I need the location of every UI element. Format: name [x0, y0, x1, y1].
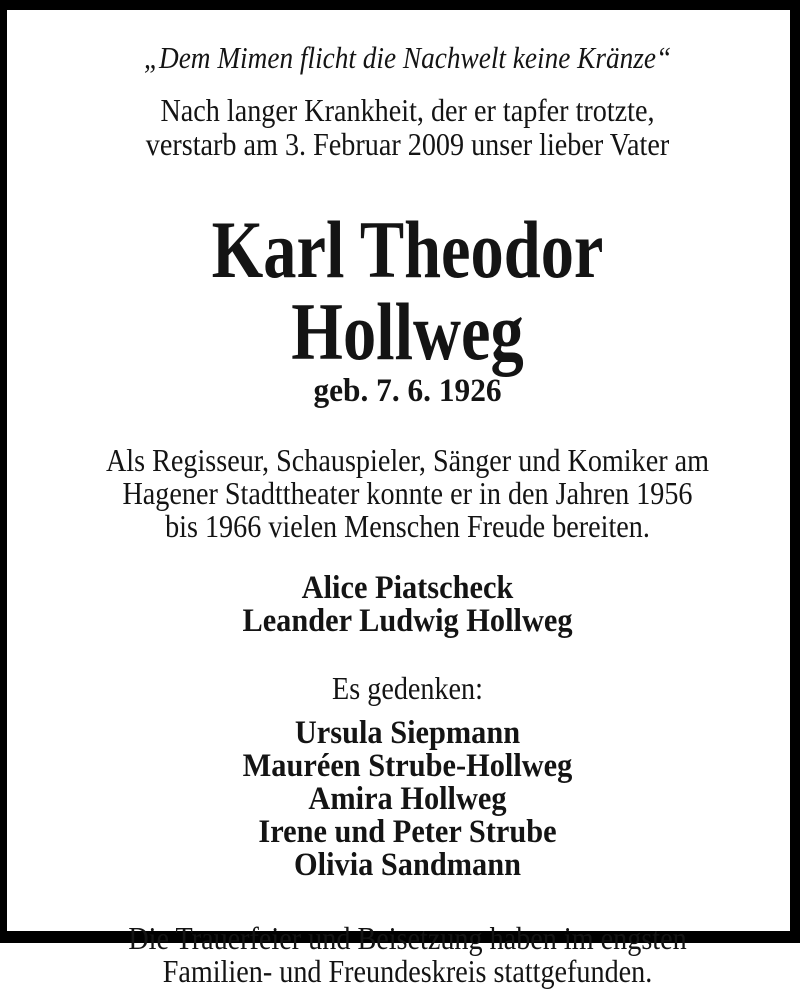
epigraph-quote: „Dem Mimen flicht die Nachwelt keine Kränze“ [143, 40, 672, 75]
closing-paragraph [71, 922, 744, 988]
biography-line: Hagener Stadttheater konnte er in den Jahren 1956 [122, 475, 693, 511]
biography-paragraph [71, 444, 744, 543]
closing-line: Familien- und Freundeskreis stattgefunden. [162, 953, 653, 989]
remembering-name: Mauréen Strube-Hollweg [242, 748, 573, 784]
mourner-name: Leander Ludwig Hollweg [242, 603, 573, 639]
remembering-name: Ursula Siepmann [294, 715, 521, 751]
chief-mourners-list [56, 572, 760, 638]
remembering-list [56, 717, 760, 882]
remembering-name: Irene und Peter Strube [258, 814, 557, 850]
remembrance-heading: Es gedenken: [332, 670, 483, 706]
biography-line: Als Regisseur, Schauspieler, Sänger und Komiker am [105, 442, 710, 478]
biography-line: bis 1966 vielen Menschen Freude bereiten. [165, 508, 650, 544]
mourner-name: Alice Piatscheck [301, 570, 514, 606]
intro-line: Nach langer Krankheit, der er tapfer trotzte, [160, 92, 655, 128]
obituary-card [7, 10, 790, 989]
remembering-name: Olivia Sandmann [294, 847, 521, 883]
remembering-name: Amira Hollweg [308, 781, 507, 817]
birth-date-line: geb. 7. 6. 1926 [313, 373, 502, 409]
closing-line: Die Trauerfeier und Beisetzung haben im engsten [128, 920, 687, 956]
deceased-name: Karl Theodor Hollweg [211, 204, 604, 377]
intro-paragraph [71, 93, 744, 161]
intro-line: verstarb am 3. Februar 2009 unser lieber Vater [145, 126, 670, 162]
